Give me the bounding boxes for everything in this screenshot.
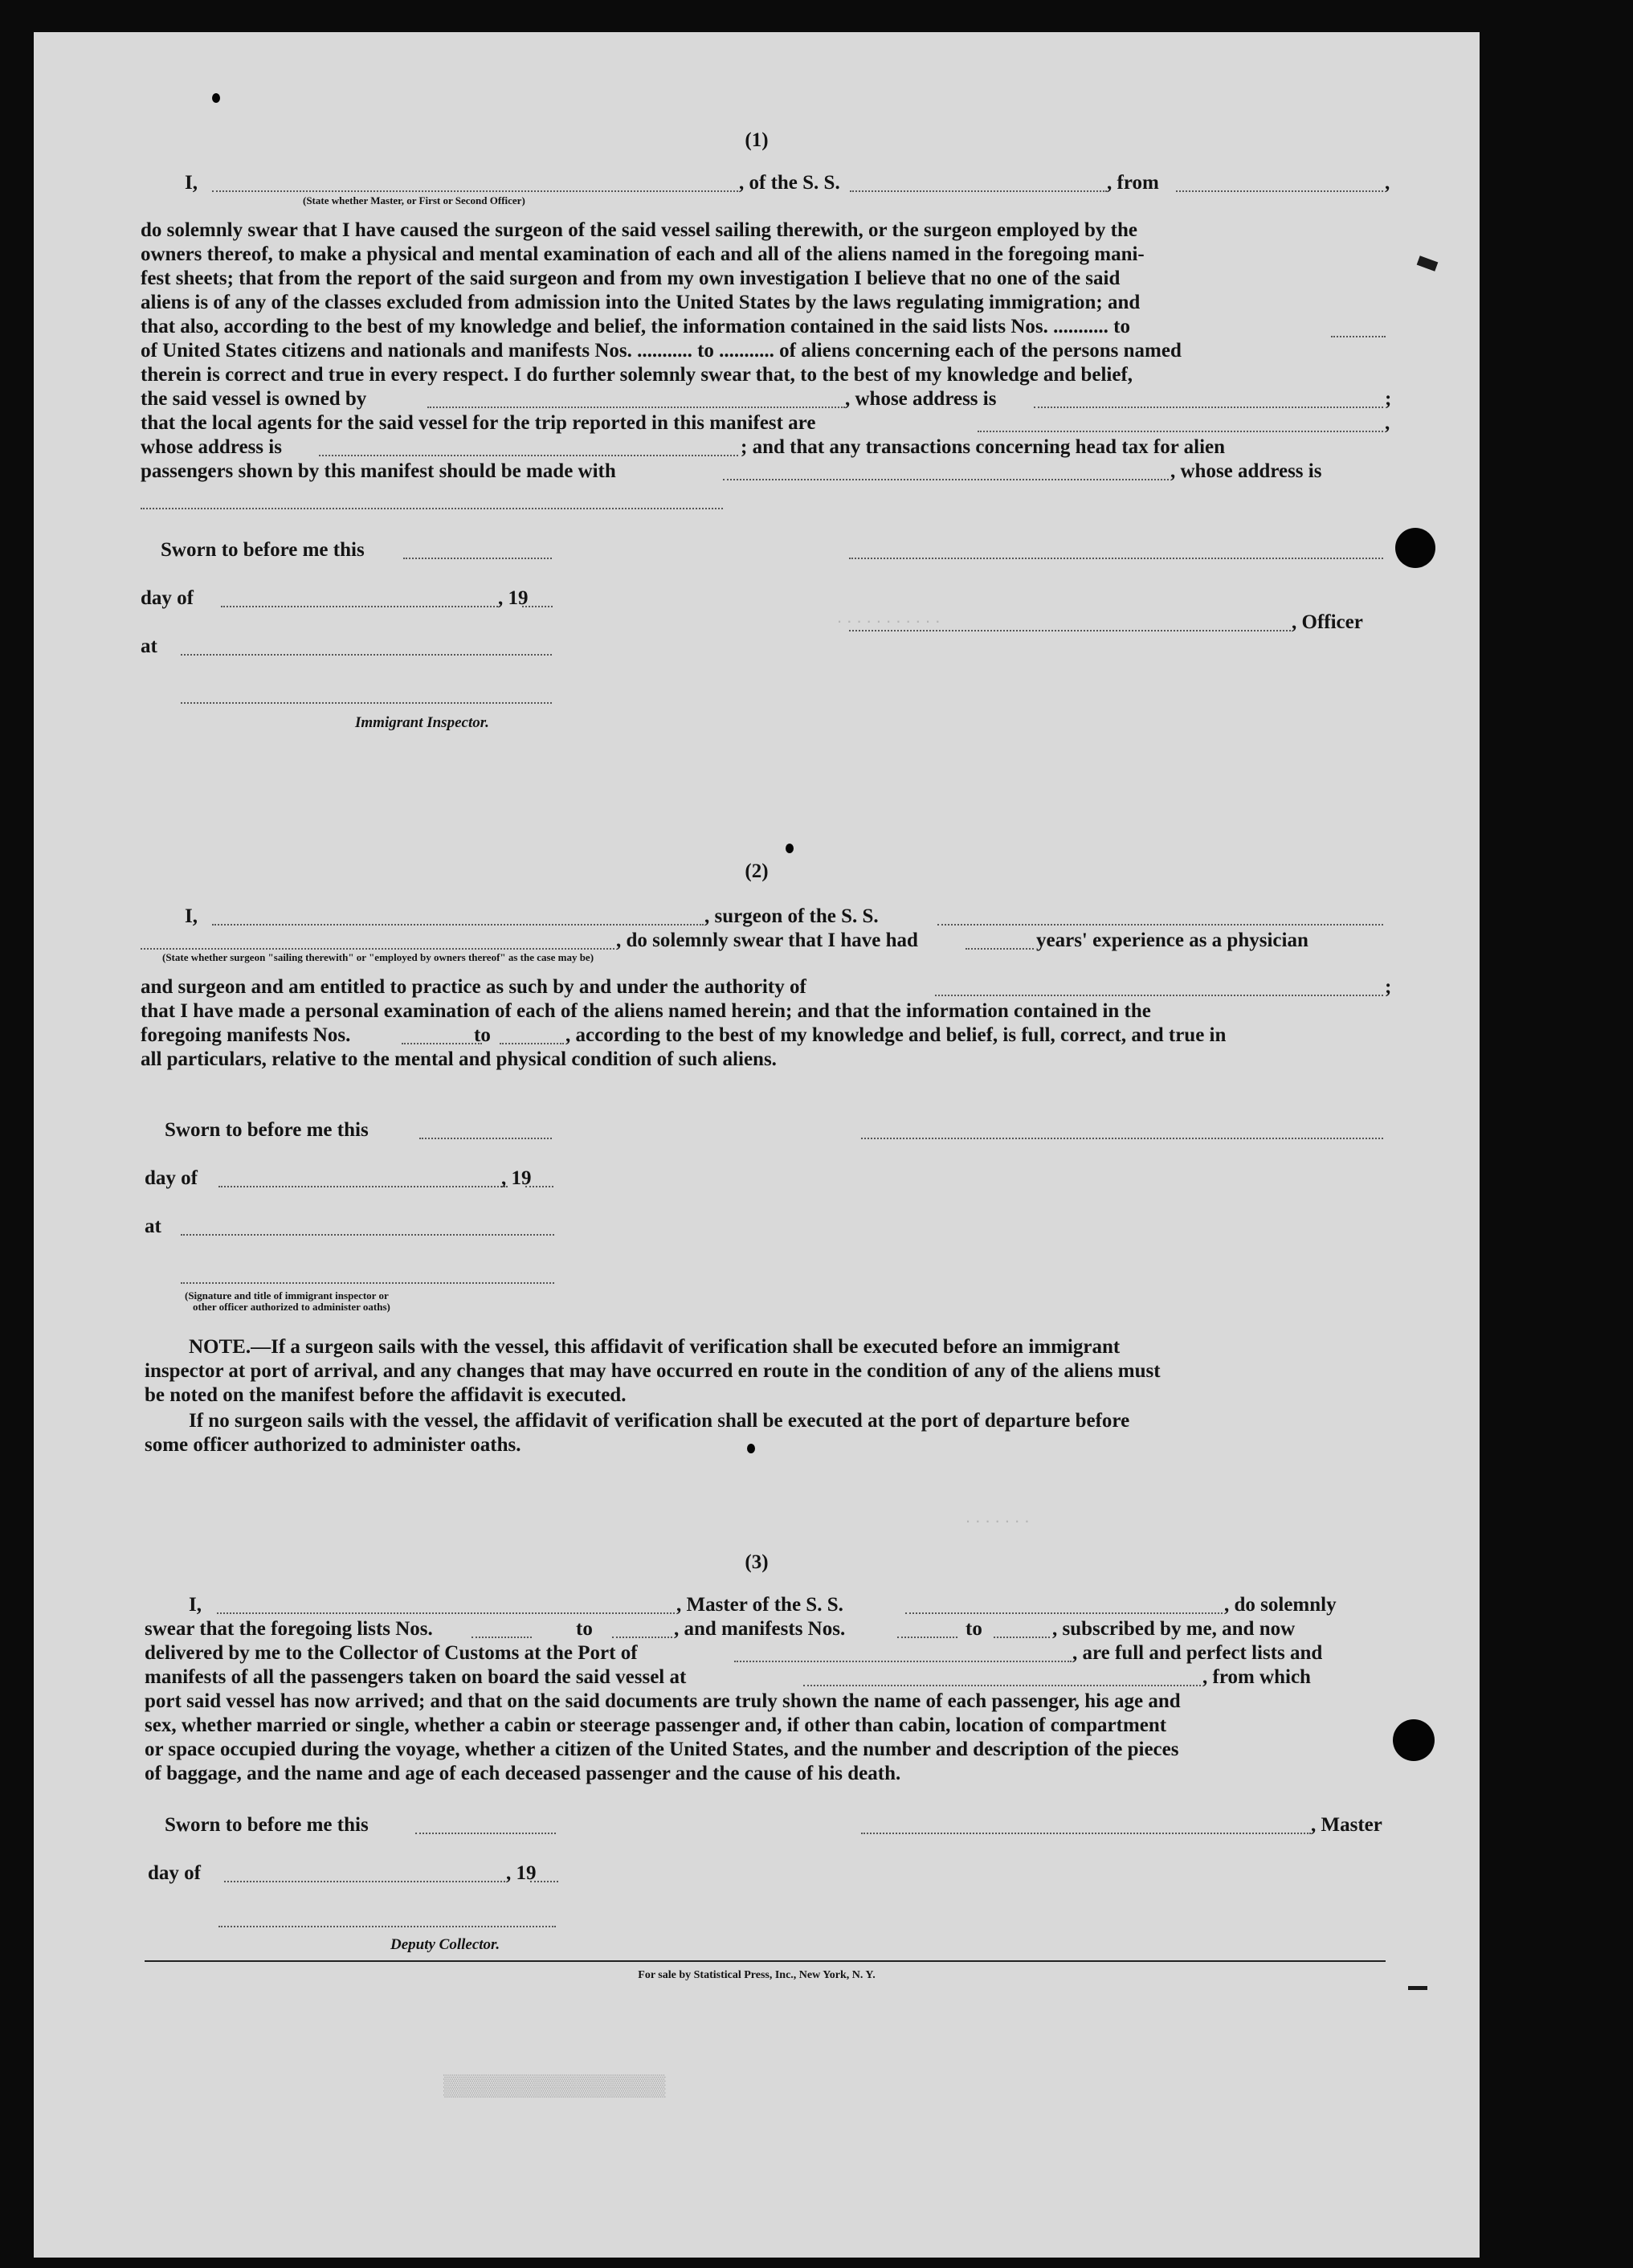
oath-line-2: owners thereof, to make a physical and mental examination of each and all of the aliens named in the foregoing mani- <box>141 243 1145 265</box>
note-line-4: If no surgeon sails with the vessel, the affidavit of verification shall be executed at the port of departure before <box>189 1410 1130 1432</box>
agent-address-field[interactable] <box>319 455 738 456</box>
footer-imprint: For sale by Statistical Press, Inc., New York, N. Y. <box>638 1969 876 1981</box>
punch-hole-top <box>1395 528 1435 568</box>
master-signature-field[interactable] <box>861 1833 1311 1834</box>
sworn-label-1: Sworn to before me this <box>161 539 365 561</box>
oath-line-3: fest sheets; that from the report of the said surgeon and from my own investigation I believe that no one of the said <box>141 268 1121 289</box>
year-label-1: , 19 <box>498 587 529 609</box>
oath-line-1: do solemnly swear that I have caused the surgeon of the said vessel sailing therewith, or the surgeon employed by the <box>141 219 1137 241</box>
local-agents-label: that the local agents for the said vessel for the trip reported in this manifest are <box>141 412 816 434</box>
bleed-through-text: . . . . . . . <box>966 1506 1030 1526</box>
manifest-back-page <box>34 32 1480 2258</box>
master-note: (State whether Master, or First or Second Officer) <box>303 194 525 206</box>
manifests-from-field-3[interactable] <box>897 1637 957 1638</box>
officer-signature-field-top[interactable] <box>849 558 1383 559</box>
day-of-label-1: day of <box>141 587 194 609</box>
head-tax-text: ; and that any transactions concerning head tax for alien <box>741 436 1226 458</box>
and-manifests-label: , and manifests Nos. <box>674 1618 846 1640</box>
swear-lists-label: swear that the foregoing lists Nos. <box>145 1618 433 1640</box>
swear-had-label: , do solemnly swear that I have had <box>616 930 918 951</box>
sworn-date-field-3[interactable] <box>415 1833 556 1834</box>
punch-hole-bottom <box>1393 1719 1435 1761</box>
head-tax-party-field[interactable] <box>723 479 1169 480</box>
head-tax-address-field[interactable] <box>141 508 723 509</box>
note-line-2: inspector at port of arrival, and any changes that may have occurred en route in the condition of any of the aliens must <box>145 1360 1161 1382</box>
officer-label: , Officer <box>1292 611 1363 633</box>
exam-line: that I have made a personal examination of each of the aliens named herein; and that the information contained in the <box>141 1000 1151 1022</box>
from-port-field[interactable] <box>1176 190 1383 192</box>
margin-mark <box>1417 255 1439 271</box>
lists-from-field[interactable] <box>472 1637 532 1638</box>
head-tax-address-label: , whose address is <box>1170 460 1322 482</box>
oath-line-6: of United States citizens and nationals and manifests Nos. ........... to ........... of aliens concerning each of the persons named <box>141 340 1182 362</box>
margin-mark <box>1408 1986 1427 1990</box>
full-perfect-label: , are full and perfect lists and <box>1072 1642 1323 1664</box>
oath-officer-signature-field[interactable] <box>181 1282 554 1284</box>
day-field-3[interactable] <box>224 1881 505 1882</box>
surgeon-of-label: , surgeon of the S. S. <box>704 905 879 927</box>
day-of-label-3: day of <box>148 1862 201 1884</box>
oath-line-5: that also, according to the best of my knowledge and belief, the information contained in the said lists Nos. ........... to <box>141 316 1130 337</box>
semicolon: ; <box>1385 976 1392 998</box>
at-field-2[interactable] <box>181 1234 554 1236</box>
inspector-signature-field[interactable] <box>181 702 552 704</box>
of-ss-label: , of the S. S. <box>739 172 840 194</box>
sec3-line-4: of baggage, and the name and age of each deceased passenger and the cause of his death. <box>145 1763 901 1784</box>
port-field[interactable] <box>734 1661 1072 1662</box>
delivered-label: delivered by me to the Collector of Customs at the Port of <box>145 1642 638 1664</box>
sworn-date-field-1[interactable] <box>403 558 552 559</box>
agent-address-label: whose address is <box>141 436 282 458</box>
owner-address-field[interactable] <box>1034 407 1383 408</box>
lists-to-field[interactable] <box>1331 336 1386 337</box>
from-label: , from <box>1107 172 1159 194</box>
surgeon-note: (State whether surgeon "sailing therewith" or "employed by owners thereof" as the case may be) <box>162 951 594 963</box>
oath-line-7: therein is correct and true in every respect. I do further solemnly swear that, to the best of my knowledge and belief, <box>141 364 1133 386</box>
surgeon-name-field[interactable] <box>212 924 704 926</box>
ink-speck <box>747 1444 755 1453</box>
deputy-label: Deputy Collector. <box>390 1936 500 1953</box>
inspector-label: Immigrant Inspector. <box>355 714 489 731</box>
year-field-1[interactable] <box>522 606 553 607</box>
deputy-signature-field[interactable] <box>218 1926 556 1927</box>
oath-line-4: aliens is of any of the classes excluded from admission into the United States by the laws regulating immigration; and <box>141 292 1141 313</box>
signature-note-1: (Signature and title of immigrant inspector or <box>185 1289 389 1302</box>
manifests-from-field[interactable] <box>402 1043 482 1044</box>
sworn-label-3: Sworn to before me this <box>165 1814 369 1836</box>
ink-speck <box>212 93 220 103</box>
at-label-2: at <box>145 1216 161 1237</box>
manifests-to-field[interactable] <box>500 1043 564 1044</box>
master-ship-field[interactable] <box>905 1612 1223 1614</box>
sworn-label-2: Sworn to before me this <box>165 1119 369 1141</box>
manifests-nos-label: foregoing manifests Nos. <box>141 1024 351 1046</box>
bleed-through-text: . . . . . . . . . . . <box>837 607 941 627</box>
local-agents-field[interactable] <box>978 431 1383 432</box>
comma: , <box>1385 172 1390 194</box>
note-line-3: be noted on the manifest before the affidavit is executed. <box>145 1384 627 1406</box>
master-name-field[interactable] <box>217 1612 675 1614</box>
surgeon-ship-field[interactable] <box>937 924 1383 926</box>
i-label-2: I, <box>185 905 198 927</box>
officer-name-field[interactable] <box>212 190 738 192</box>
to-label-3b: to <box>966 1618 982 1640</box>
semicolon: ; <box>1385 388 1392 410</box>
owned-by-label: the said vessel is owned by <box>141 388 367 410</box>
to-label-2: to <box>474 1024 491 1046</box>
note-line-1: NOTE.—If a surgeon sails with the vessel, this affidavit of verification shall be executed before an immigrant <box>189 1336 1121 1358</box>
year-field-3[interactable] <box>530 1881 558 1882</box>
section-1-number: (1) <box>745 129 769 151</box>
manifests-all-label: manifests of all the passengers taken on board the said vessel at <box>145 1666 687 1688</box>
particulars-line: all particulars, relative to the mental and physical condition of such aliens. <box>141 1048 777 1070</box>
officer-signature-field[interactable] <box>849 630 1291 631</box>
comma: , <box>1385 412 1390 434</box>
authority-label: and surgeon and am entitled to practice as such by and under the authority of <box>141 976 806 998</box>
do-solemnly-label: , do solemnly <box>1224 1594 1337 1616</box>
at-field-1[interactable] <box>181 654 552 656</box>
lists-to-field-3[interactable] <box>612 1637 672 1638</box>
day-of-label-2: day of <box>145 1167 198 1189</box>
sec3-line-1: port said vessel has now arrived; and that on the said documents are truly shown the name of each passenger, his age and <box>145 1690 1181 1712</box>
ship-name-field[interactable] <box>850 190 1107 192</box>
year-label-3: , 19 <box>506 1862 537 1884</box>
manifests-to-field-3[interactable] <box>994 1637 1050 1638</box>
years-experience-label: years' experience as a physician <box>1036 930 1308 951</box>
surgeon-signature-field[interactable] <box>861 1138 1383 1139</box>
sec3-line-3: or space occupied during the voyage, whether a citizen of the United States, and the number and description of the pieces <box>145 1739 1179 1760</box>
sec3-line-2: sex, whether married or single, whether a cabin or steerage passenger and, if other than cabin, location of compartment <box>145 1714 1167 1736</box>
master-of-label: , Master of the S. S. <box>676 1594 843 1616</box>
owner-field[interactable] <box>427 407 845 408</box>
departure-port-field[interactable] <box>803 1685 1201 1686</box>
head-tax-line: passengers shown by this manifest should be made with <box>141 460 616 482</box>
footer-rule <box>145 1960 1386 1962</box>
note-line-5: some officer authorized to administer oaths. <box>145 1434 521 1456</box>
sworn-date-field-2[interactable] <box>419 1138 552 1139</box>
bleed-through-stamp: ▒▒▒▒▒▒▒▒▒▒▒▒▒▒▒ <box>443 2073 666 2097</box>
section-2-number: (2) <box>745 860 769 882</box>
at-label-1: at <box>141 635 157 657</box>
ink-speck <box>786 844 794 853</box>
to-label-3: to <box>576 1618 593 1640</box>
from-which-label: , from which <box>1202 1666 1311 1688</box>
subscribed-label: , subscribed by me, and now <box>1052 1618 1296 1640</box>
years-field[interactable] <box>966 948 1034 950</box>
day-field-2[interactable] <box>218 1186 508 1187</box>
master-label: , Master <box>1311 1814 1382 1836</box>
year-field-2[interactable] <box>525 1186 553 1187</box>
i-label-3: I, <box>189 1594 202 1616</box>
owner-address-label: , whose address is <box>845 388 997 410</box>
signature-note-2: other officer authorized to administer oaths) <box>193 1301 390 1313</box>
year-label-2: , 19 <box>501 1167 532 1189</box>
section-3-number: (3) <box>745 1551 769 1573</box>
i-label: I, <box>185 172 198 194</box>
according-text: , according to the best of my knowledge and belief, is full, correct, and true in <box>565 1024 1227 1046</box>
surgeon-type-field[interactable] <box>141 948 614 950</box>
day-field-1[interactable] <box>221 606 498 607</box>
authority-field[interactable] <box>935 995 1383 996</box>
